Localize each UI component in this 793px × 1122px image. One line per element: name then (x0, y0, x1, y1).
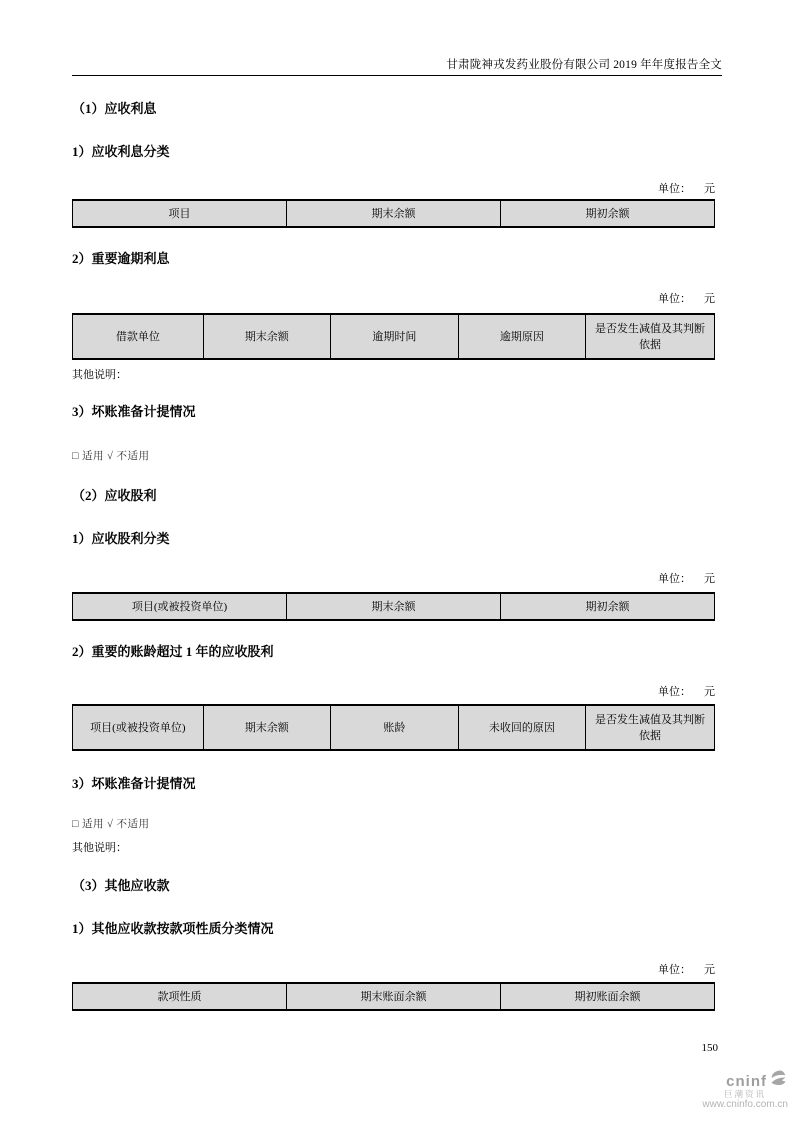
table-overdue-interest (72, 313, 715, 360)
other-note-1: 其他说明： (72, 369, 127, 381)
cninfo-brand-text: cninf (726, 1072, 767, 1090)
table-header-row (73, 593, 715, 620)
col-header-impairment-judgement: 是否发生减值及其判断依据 (586, 314, 715, 359)
section-1-sub-2: 2）重要逾期利息 (72, 251, 170, 266)
table-header-row (73, 705, 715, 750)
col-header-item: 项目 (73, 200, 287, 227)
section-1-sub-1: 1）应收利息分类 (72, 144, 170, 159)
col-header-borrower: 借款单位 (73, 314, 204, 359)
cninfo-chinese-name: 巨潮资讯 (723, 1089, 766, 1099)
col-header-beginning-book-balance: 期初账面余额 (501, 983, 715, 1010)
table-header-row (73, 314, 715, 359)
col-header-ending-balance: 期末余额 (203, 705, 330, 750)
unit-line-1 (72, 180, 715, 196)
col-header-item-investee: 项目(或被投资单位) (73, 705, 204, 750)
unit-label: 单位： (658, 964, 691, 976)
col-header-impairment-judgement: 是否发生减值及其判断依据 (586, 705, 715, 750)
section-1-sub-3: 3）坏账准备计提情况 (72, 404, 196, 419)
table-header-row (73, 983, 715, 1010)
table-interest-classification (72, 199, 715, 228)
table-dividend-classification (72, 592, 715, 621)
section-3-sub-1: 1）其他应收款按款项性质分类情况 (72, 921, 274, 936)
col-header-item-investee: 项目(或被投资单位) (73, 593, 287, 620)
col-header-ending-balance: 期末余额 (287, 593, 501, 620)
col-header-ending-balance: 期末余额 (203, 314, 330, 359)
table-other-receivables-nature (72, 982, 715, 1011)
cninfo-brand-line (668, 1073, 788, 1089)
unit-line-3 (72, 570, 715, 586)
cninfo-swirl-icon (769, 1070, 788, 1092)
applicability-checkbox-line-2: □ 适用 √ 不适用 (72, 819, 150, 830)
col-header-beginning-balance: 期初余额 (501, 200, 715, 227)
page-number: 150 (701, 1042, 718, 1054)
unit-label: 单位： (658, 293, 691, 305)
col-header-ending-balance: 期末余额 (287, 200, 501, 227)
cninfo-url: www.cninfo.com.cn (702, 1099, 788, 1110)
unit-label: 单位： (658, 686, 691, 698)
unit-currency: 元 (704, 293, 715, 305)
section-2-title: （2）应收股利 (72, 488, 157, 503)
other-note-2: 其他说明： (72, 842, 127, 854)
unit-label: 单位： (658, 183, 691, 195)
unit-label: 单位： (658, 573, 691, 585)
section-2-sub-3: 3）坏账准备计提情况 (72, 776, 196, 791)
section-1-title: （1）应收利息 (72, 101, 157, 116)
header-divider (72, 75, 722, 76)
running-header: 甘肃陇神戎发药业股份有限公司 2019 年年度报告全文 (446, 59, 722, 71)
cninfo-watermark (668, 1073, 788, 1111)
section-2-sub-2: 2）重要的账龄超过 1 年的应收股利 (72, 644, 274, 659)
unit-currency: 元 (704, 573, 715, 585)
applicability-checkbox-line-1: □ 适用 √ 不适用 (72, 451, 150, 462)
col-header-aging: 账龄 (330, 705, 458, 750)
col-header-uncollected-reason: 未收回的原因 (458, 705, 585, 750)
table-dividend-over-one-year (72, 704, 715, 751)
col-header-beginning-balance: 期初余额 (501, 593, 715, 620)
unit-line-4 (72, 683, 715, 699)
table-header-row (73, 200, 715, 227)
unit-line-2 (72, 290, 715, 306)
col-header-overdue-reason: 逾期原因 (458, 314, 585, 359)
unit-currency: 元 (704, 686, 715, 698)
col-header-overdue-time: 逾期时间 (330, 314, 458, 359)
col-header-ending-book-balance: 期末账面余额 (287, 983, 501, 1010)
unit-line-5 (72, 961, 715, 977)
col-header-nature: 款项性质 (73, 983, 287, 1010)
section-2-sub-1: 1）应收股利分类 (72, 531, 170, 546)
unit-currency: 元 (704, 183, 715, 195)
section-3-title: （3）其他应收款 (72, 878, 170, 893)
unit-currency: 元 (704, 964, 715, 976)
